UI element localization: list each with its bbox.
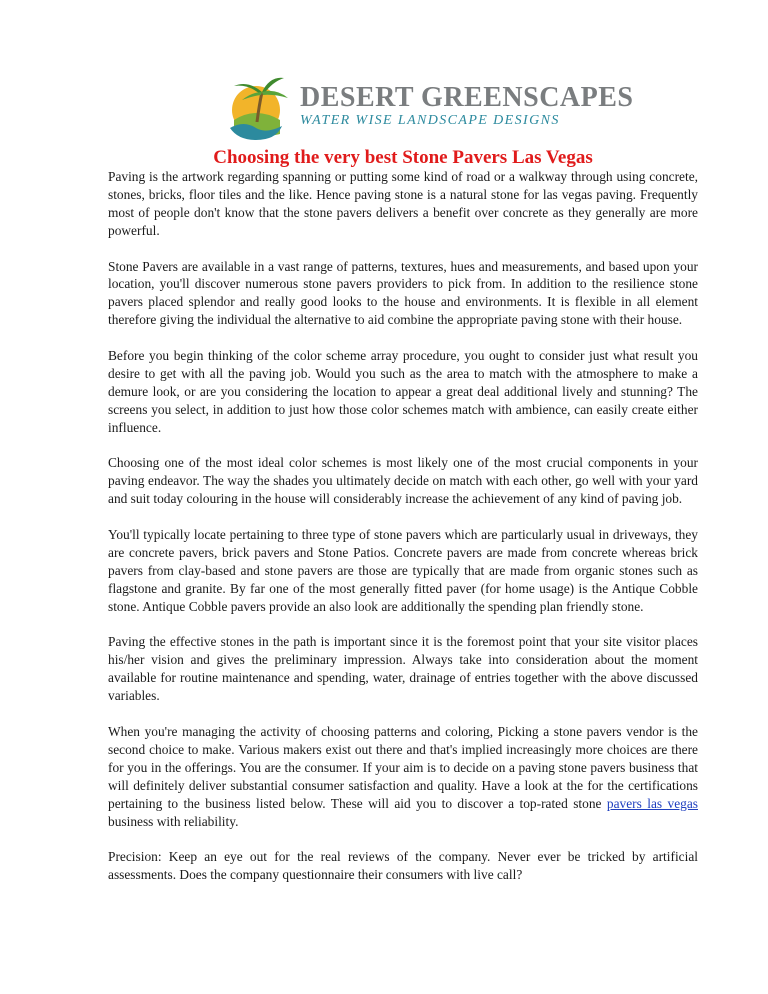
paragraph: Paving the effective stones in the path is important since it is the foremost point that your site visitor places his/her vision and gives the preliminary impression. Always take into consideration about the moment available for routine maintenance and spending, water, drainage of entries together with the above discussed variables. bbox=[108, 634, 698, 704]
company-logo bbox=[226, 70, 634, 142]
paragraph-with-link bbox=[108, 723, 698, 830]
paragraph: Stone Pavers are available in a vast range of patterns, textures, hues and measurements, and based upon your location, you'll discover numerous stone pavers providers to pick from. In addition to the resilience stone pavers placed splendor and really good looks to the house and environments. It is flexible in all element therefore giving the individual the alternative to aid combine the appropriate paving stone with their house. bbox=[108, 258, 698, 328]
article-body bbox=[108, 168, 698, 902]
paragraph: You'll typically locate pertaining to three type of stone pavers which are particularly usual in driveways, they are concrete pavers, brick pavers and Stone Patios. Concrete pavers are made from concrete whereas brick pavers from clay-based and stone pavers are those are typically that are made from organic stones such as flagstone and granite. By far one of the most generally fitted paver (for home usage) is the Antique Cobble stone. Antique Cobble pavers provide an also look are additionally the spending plan friendly stone. bbox=[108, 527, 698, 614]
article-title: Choosing the very best Stone Pavers Las Vegas bbox=[213, 147, 593, 168]
logo-name: DESERT GREENSCAPES bbox=[300, 82, 634, 113]
paragraph-tail: business with reliability. bbox=[108, 813, 239, 829]
paragraph: Precision: Keep an eye out for the real reviews of the company. Never ever be tricked by artificial assessments. Does the company questionnaire their consumers with live call? bbox=[108, 849, 698, 883]
palm-tree-logo-icon bbox=[226, 70, 294, 142]
logo-tagline: WATER WISE LANDSCAPE DESIGNS bbox=[300, 113, 560, 128]
paragraph: Paving is the artwork regarding spanning or putting some kind of road or a walkway through using concrete, stones, bricks, floor tiles and the like. Hence paving stone is a natural stone for las vegas paving. Frequently most of people don't know that the stone pavers delivers a benefit over concrete as they generally are more powerful. bbox=[108, 169, 698, 238]
paragraph: Before you begin thinking of the color scheme array procedure, you ought to consider just what result you desire to get with all the paving job. Would you such as the area to match with the atmosphere to make a demure look, or are you considering the location to appear a great deal additional lively and stunning? The screens you select, in addition to just how those color schemes match with ambience, can easily create either influence. bbox=[108, 348, 698, 435]
paragraph: Choosing one of the most ideal color schemes is most likely one of the most crucial components in your paving endeavor. The way the shades you ultimately decide on match with each other, go well with your yard and suit today colouring in the house will considerably increase the achievement of any kind of paving job. bbox=[108, 455, 698, 507]
paragraph-text: When you're managing the activity of choosing patterns and coloring, Picking a stone pavers vendor is the second choice to make. Various makers exist out there and that's implied increasingly more choices are there for you in the offerings. You are the consumer. If your aim is to decide on a paving stone pavers business that will definitely deliver substantial consumer satisfaction and quality. Have a look at the for the certifications pertaining to the business listed below. These will aid you to discover a top-rated stone bbox=[108, 724, 698, 811]
pavers-las-vegas-link[interactable]: pavers las vegas bbox=[606, 795, 698, 811]
